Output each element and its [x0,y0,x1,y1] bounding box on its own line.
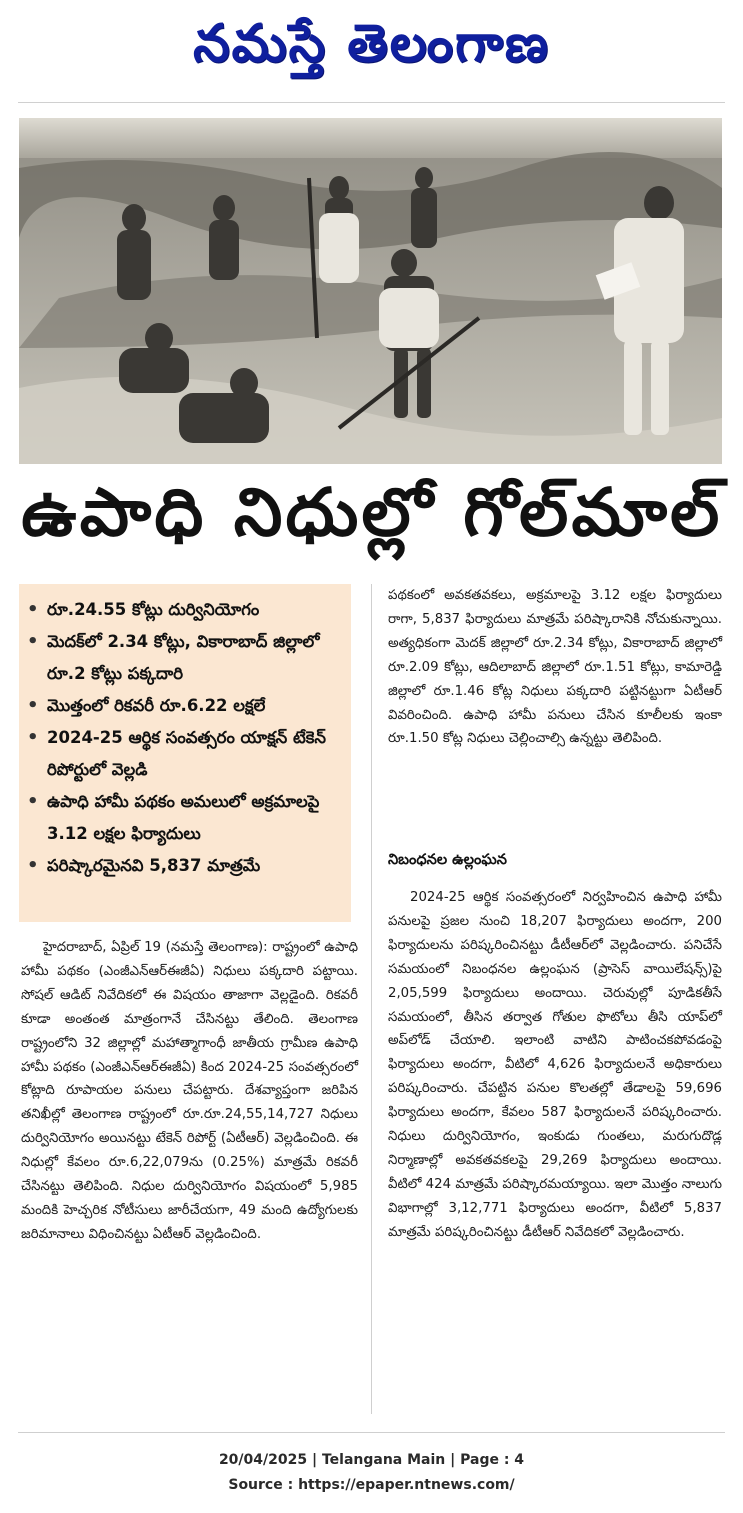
bullet-icon: • [27,599,39,620]
highlight-item [27,626,343,690]
article-paragraph: పథకంలో అవకతవకలు, అక్రమాలపై 3.12 లక్షల ఫిర్యాదులు రాగా, 5,837 ఫిర్యాదులు మాత్రమే పరిష్కారానికి నోచుకున్నాయి. అత్యధికంగా మెదక్ జిల్లాలో రూ.2.34 కోట్లు, వికారాబాద్ జిల్లాలో రూ.2.09 కోట్లు, ఆదిలాబాద్ జిల్లాలో రూ.1.51 కోట్లు, కామారెడ్డి జిల్లాలో రూ.1.46 కోట్ల నిధులు పక్కదారి పట్టినట్టుగా ఏటీఆర్ వివరించింది. ఉపాధి హామీ పనులు చేసిన కూలీలకు ఇంకా రూ.1.50 కోట్ల నిధులు చెల్లించాల్సి ఉన్నట్టు తెలిపింది. [388,588,722,747]
highlight-item [27,850,343,882]
masthead-logo: నమస్తే తెలంగాణ [193,13,550,74]
bullet-icon: • [27,855,39,876]
footer-edition-info: 20/04/2025 | Telangana Main | Page : 4 [218,1452,525,1468]
bullet-icon: • [27,791,39,812]
footer [0,1448,743,1498]
article-column-right-bottom [388,886,722,1245]
highlight-text: పరిష్కారమైనవి 5,837 మాత్రమే [47,856,261,875]
highlight-text: మెదక్‌లో 2.34 కోట్లు, వికారాబాద్ జిల్లాలో రూ.2 కోట్లు పక్కదారి [47,632,320,683]
bottom-divider [18,1432,725,1433]
top-divider [18,102,725,103]
masthead [0,0,743,100]
bullet-icon: • [27,631,39,652]
news-photo [19,118,722,464]
highlight-text: మొత్తంలో రికవరీ రూ.6.22 లక్షలే [47,696,266,715]
highlights-box [19,584,351,922]
highlight-text: రూ.24.55 కోట్లు దుర్వినియోగం [47,600,260,619]
article-subheading: నిబంధనల ఉల్లంఘన [388,852,507,868]
article-column-right-top [388,584,722,751]
bullet-icon: • [27,727,39,748]
highlight-item [27,722,343,786]
headline [0,470,743,570]
highlight-text: 2024-25 ఆర్థిక సంవత్సరం యాక్షన్ టేకెన్ రిపోర్టులో వెల్లడి [47,728,326,779]
article-paragraph: 2024-25 ఆర్థిక సంవత్సరంలో నిర్వహించిన ఉపాధి హామీ పనులపై ప్రజల నుంచి 18,207 ఫిర్యాదులు అందగా, 200 ఫిర్యాదులను పరిష్కరించినట్టు డీటీఆర్‌లో వెల్లడించారు. పనిచేసే సమయంలో నిబంధనల ఉల్లంఘన (ప్రాసెస్ వాయిలేషన్స్)పై 2,05,599 ఫిర్యాదులు అందాయి. చెరువుల్లో పూడికతీసే సమయంలో, తీసిన తర్వాత గోతుల ఫొటోలు తీసి యాప్‌లో అప్‌లోడ్ చేయాలి. ఇలాంటి వాటిని పాటించకపోవడంపై ఫిర్యాదులు అందగా, వీటిలో 4,626 ఫిర్యాదులనే అధికారులు పరిష్కరించారు. చేపట్టిన పనుల కొలతల్లో తేడాలపై 59,696 ఫిర్యాదులు అందగా, కేవలం 587 ఫిర్యాదులనే పరిష్కరించారు. నిధులు దుర్వినియోగం, ఇంకుడు గుంతలు, మరుగుదొడ్ల నిర్మాణాల్లో అవకతవకలపై 29,269 ఫిర్యాదులు అందాయి. వీటిలో 424 మాత్రమే పరిష్కారమయ్యాయి. ఇలా మొత్తం నాలుగు విభాగాల్లో 3,12,771 ఫిర్యాదులు అందగా, వీటిలో 5,837 మాత్రమే పరిష్కరించినట్టు డీటీఆర్ నివేదికలో వెల్లడించారు. [388,890,722,1240]
article-column-left [21,936,358,1247]
highlight-text: ఉపాధి హామీ పథకం అమలులో అక్రమాలపై 3.12 లక్షల ఫిర్యాదులు [47,792,320,843]
article-paragraph: హైదరాబాద్, ఏప్రిల్ 19 (నమస్తే తెలంగాణ): రాష్ట్రంలో ఉపాధి హామీ పథకం (ఎంజీఎన్‌ఆర్‌ఈజీఏ) నిధులు పక్కదారి పట్టాయి. సోషల్ ఆడిట్ నివేదికలో ఈ విషయం తాజాగా వెల్లడైంది. రికవరీ కూడా అంతంత మాత్రంగానే చేసినట్టు తేలింది. తెలంగాణ రాష్ట్రంలోని 32 జిల్లాల్లో మహాత్మాగాంధీ జాతీయ గ్రామీణ ఉపాధి హామీ పథకం (ఎంజీఎన్‌ఆర్‌ఈజీఏ) కింద 2024-25 సంవత్సరంలో కోట్లాది రూపాయల పనులు చేపట్టారు. దేశవ్యాప్తంగా జరిపిన తనిఖీల్లో తెలంగాణ రాష్ట్రంలో రూ.రూ.24,55,14,727 నిధులు దుర్వినియోగం అయినట్టు టేకెన్ రిపోర్ట్ (ఏటీఆర్) వెల్లడించింది. ఈ నిధుల్లో కేవలం రూ.6,22,079ను (0.25%) మాత్రమే రికవరీ చేసినట్టు తెలిపింది. నిధుల దుర్వినియోగం విషయంలో 5,985 మందికి హెచ్చరిక నోటీసులు జారీచేయగా, 49 మంది ఉద్యోగులకు జరిమానాలు విధించినట్టు ఏటీఆర్ వెల్లడించింది. [21,940,358,1242]
highlight-item [27,786,343,850]
bullet-icon: • [27,695,39,716]
headline-text: ఉపాధి నిధుల్లో గోల్‌మాల్ [20,473,723,551]
footer-source-link[interactable]: Source : https://epaper.ntnews.com/ [228,1477,515,1493]
column-divider [371,584,372,1414]
highlight-item [27,594,343,626]
highlight-item [27,690,343,722]
